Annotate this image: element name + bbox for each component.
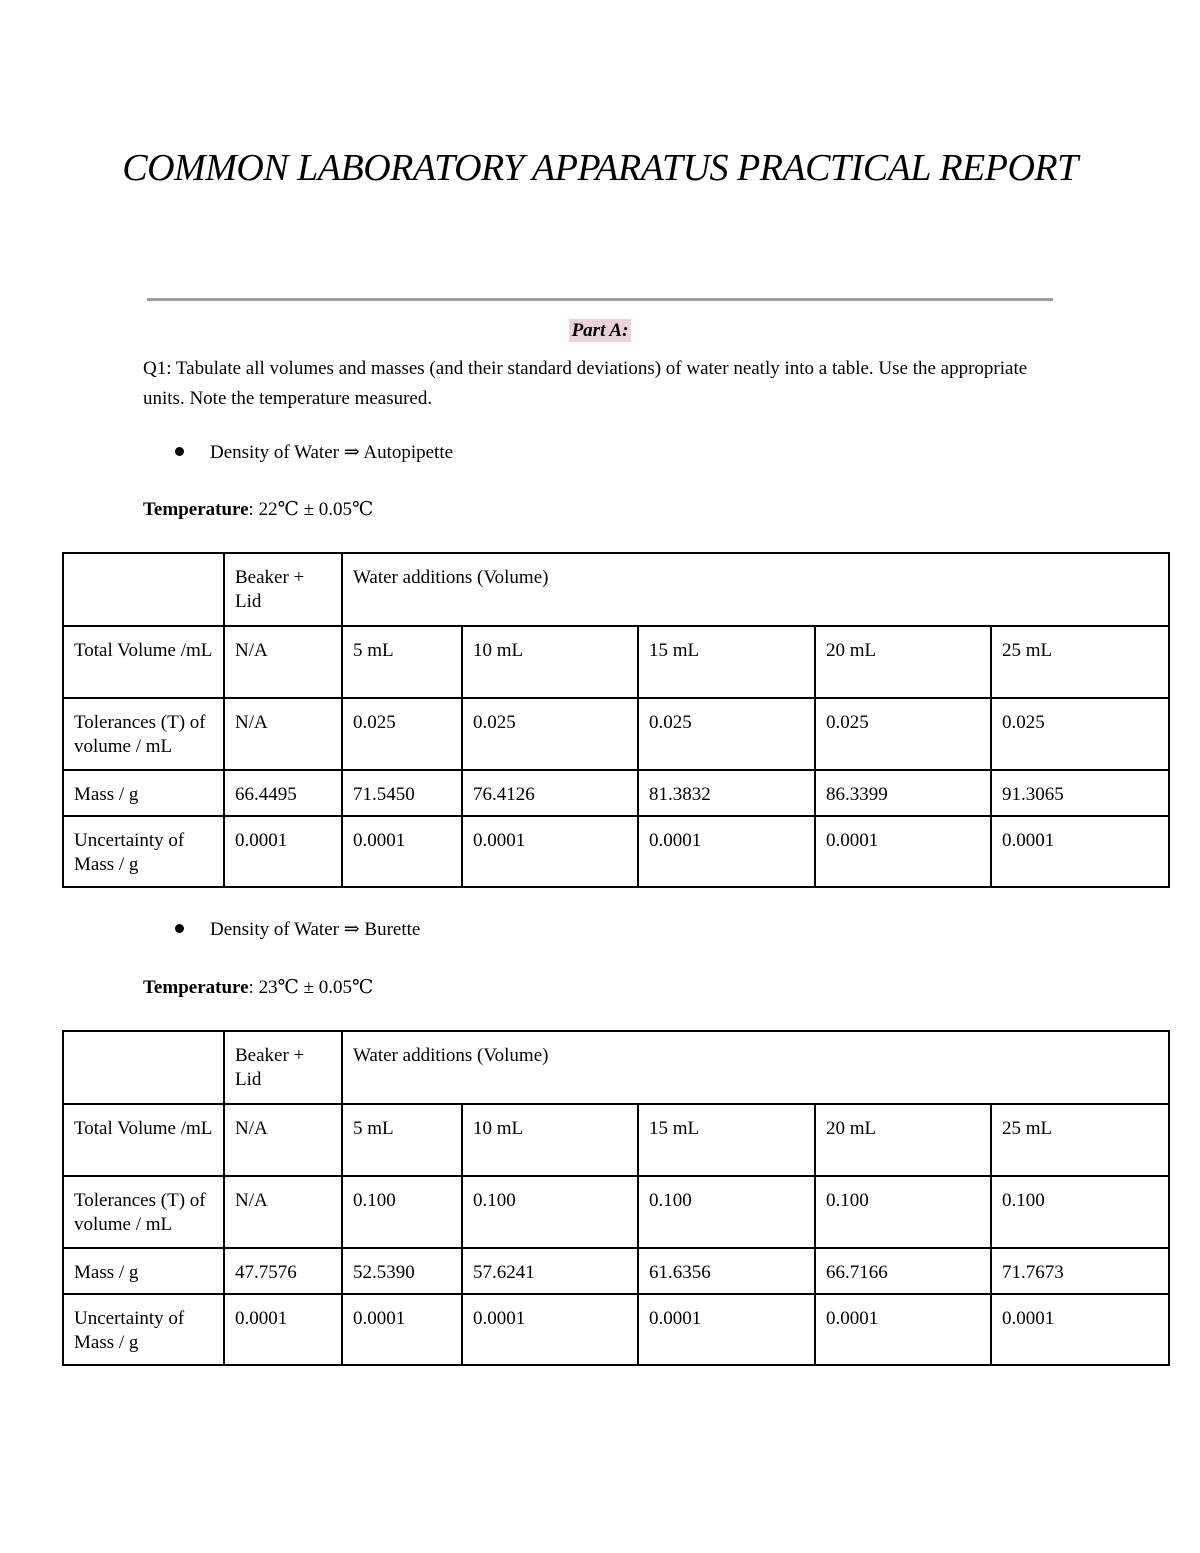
table-cell: 91.3065 bbox=[991, 770, 1169, 816]
temperature-value: : 23℃ ± 0.05℃ bbox=[248, 977, 374, 998]
temperature-label: Temperature bbox=[143, 977, 249, 998]
table-cell: 0.0001 bbox=[224, 1294, 342, 1365]
table-row bbox=[63, 626, 1169, 698]
table-cell: 66.4495 bbox=[224, 770, 342, 816]
part-label bbox=[0, 320, 1200, 342]
table-cell: 0.100 bbox=[638, 1176, 815, 1248]
table-cell: 20 mL bbox=[815, 1104, 991, 1176]
temperature-label: Temperature bbox=[143, 499, 249, 520]
table-row bbox=[63, 1176, 1169, 1248]
table-cell: Mass / g bbox=[63, 770, 224, 816]
table-row bbox=[63, 1294, 1169, 1365]
table-cell: 15 mL bbox=[638, 1104, 815, 1176]
bullet-burette bbox=[175, 918, 420, 942]
table-cell: 81.3832 bbox=[638, 770, 815, 816]
table-cell: 0.025 bbox=[342, 698, 462, 770]
table-cell: 0.0001 bbox=[638, 1294, 815, 1365]
table-cell: Tolerances (T) of volume / mL bbox=[63, 698, 224, 770]
table-cell: Total Volume /mL bbox=[63, 626, 224, 698]
table-cell: 71.5450 bbox=[342, 770, 462, 816]
table-cell: 25 mL bbox=[991, 1104, 1169, 1176]
table-cell: Water additions (Volume) bbox=[342, 553, 1169, 626]
table-cell: 0.0001 bbox=[991, 816, 1169, 887]
table-cell: 0.0001 bbox=[224, 816, 342, 887]
table-cell: Beaker + Lid bbox=[224, 1031, 342, 1104]
table-cell: 86.3399 bbox=[815, 770, 991, 816]
table-cell: 0.100 bbox=[462, 1176, 638, 1248]
table-cell: 0.0001 bbox=[342, 1294, 462, 1365]
table-cell: 5 mL bbox=[342, 626, 462, 698]
table-cell bbox=[63, 1031, 224, 1104]
table-cell: 61.6356 bbox=[638, 1248, 815, 1294]
bullet-autopipette bbox=[175, 441, 453, 465]
table-cell: Mass / g bbox=[63, 1248, 224, 1294]
table-cell: 0.0001 bbox=[342, 816, 462, 887]
table-cell: 0.0001 bbox=[462, 816, 638, 887]
bullet-dot-icon bbox=[175, 924, 184, 933]
table-cell: 20 mL bbox=[815, 626, 991, 698]
table-cell: 0.100 bbox=[991, 1176, 1169, 1248]
table-cell: 52.5390 bbox=[342, 1248, 462, 1294]
temperature-line-burette bbox=[143, 976, 373, 1000]
table-cell: 10 mL bbox=[462, 626, 638, 698]
table-cell: 57.6241 bbox=[462, 1248, 638, 1294]
table-cell: 0.0001 bbox=[991, 1294, 1169, 1365]
table-row bbox=[63, 698, 1169, 770]
table-cell: 0.025 bbox=[991, 698, 1169, 770]
table-cell bbox=[63, 553, 224, 626]
table-cell: 71.7673 bbox=[991, 1248, 1169, 1294]
table-cell: 0.0001 bbox=[638, 816, 815, 887]
table-cell: Uncertainty of Mass / g bbox=[63, 1294, 224, 1365]
table-cell: N/A bbox=[224, 698, 342, 770]
bullet-text: Density of Water ⇒ Autopipette bbox=[210, 442, 454, 463]
table-cell: 10 mL bbox=[462, 1104, 638, 1176]
part-label-text: Part A: bbox=[569, 319, 632, 342]
table-cell: Beaker + Lid bbox=[224, 553, 342, 626]
table-row bbox=[63, 1248, 1169, 1294]
table-header-row bbox=[63, 1031, 1169, 1104]
table-cell: 5 mL bbox=[342, 1104, 462, 1176]
table-cell: 76.4126 bbox=[462, 770, 638, 816]
data-table-burette bbox=[62, 1030, 1170, 1366]
question-text: Q1: Tabulate all volumes and masses (and their standard deviations) of water neatly into a table. Use the appropriate units. Note the temperature measured. bbox=[143, 358, 1028, 409]
table-cell: 15 mL bbox=[638, 626, 815, 698]
table-cell: 0.0001 bbox=[462, 1294, 638, 1365]
table-cell: 47.7576 bbox=[224, 1248, 342, 1294]
table-cell: 0.100 bbox=[342, 1176, 462, 1248]
table-cell: Water additions (Volume) bbox=[342, 1031, 1169, 1104]
table-row bbox=[63, 1104, 1169, 1176]
table-cell: 0.100 bbox=[815, 1176, 991, 1248]
page-title: COMMON LABORATORY APPARATUS PRACTICAL REPORT bbox=[122, 147, 1078, 189]
table-cell: 0.025 bbox=[638, 698, 815, 770]
table-cell: 25 mL bbox=[991, 626, 1169, 698]
table-header-row bbox=[63, 553, 1169, 626]
table-cell: 66.7166 bbox=[815, 1248, 991, 1294]
table-row bbox=[63, 770, 1169, 816]
bullet-text: Density of Water ⇒ Burette bbox=[210, 919, 421, 940]
table-cell: N/A bbox=[224, 1176, 342, 1248]
table-cell: Tolerances (T) of volume / mL bbox=[63, 1176, 224, 1248]
table-cell: 0.0001 bbox=[815, 816, 991, 887]
table-cell: N/A bbox=[224, 626, 342, 698]
table-cell: 0.0001 bbox=[815, 1294, 991, 1365]
table-cell: Uncertainty of Mass / g bbox=[63, 816, 224, 887]
table-cell: N/A bbox=[224, 1104, 342, 1176]
temperature-value: : 22℃ ± 0.05℃ bbox=[248, 499, 374, 520]
data-table-autopipette bbox=[62, 552, 1170, 888]
horizontal-divider bbox=[147, 298, 1053, 301]
table-row bbox=[63, 816, 1169, 887]
temperature-line-autopipette bbox=[143, 498, 373, 522]
table-cell: 0.025 bbox=[462, 698, 638, 770]
bullet-dot-icon bbox=[175, 447, 184, 456]
table-cell: 0.025 bbox=[815, 698, 991, 770]
table-cell: Total Volume /mL bbox=[63, 1104, 224, 1176]
